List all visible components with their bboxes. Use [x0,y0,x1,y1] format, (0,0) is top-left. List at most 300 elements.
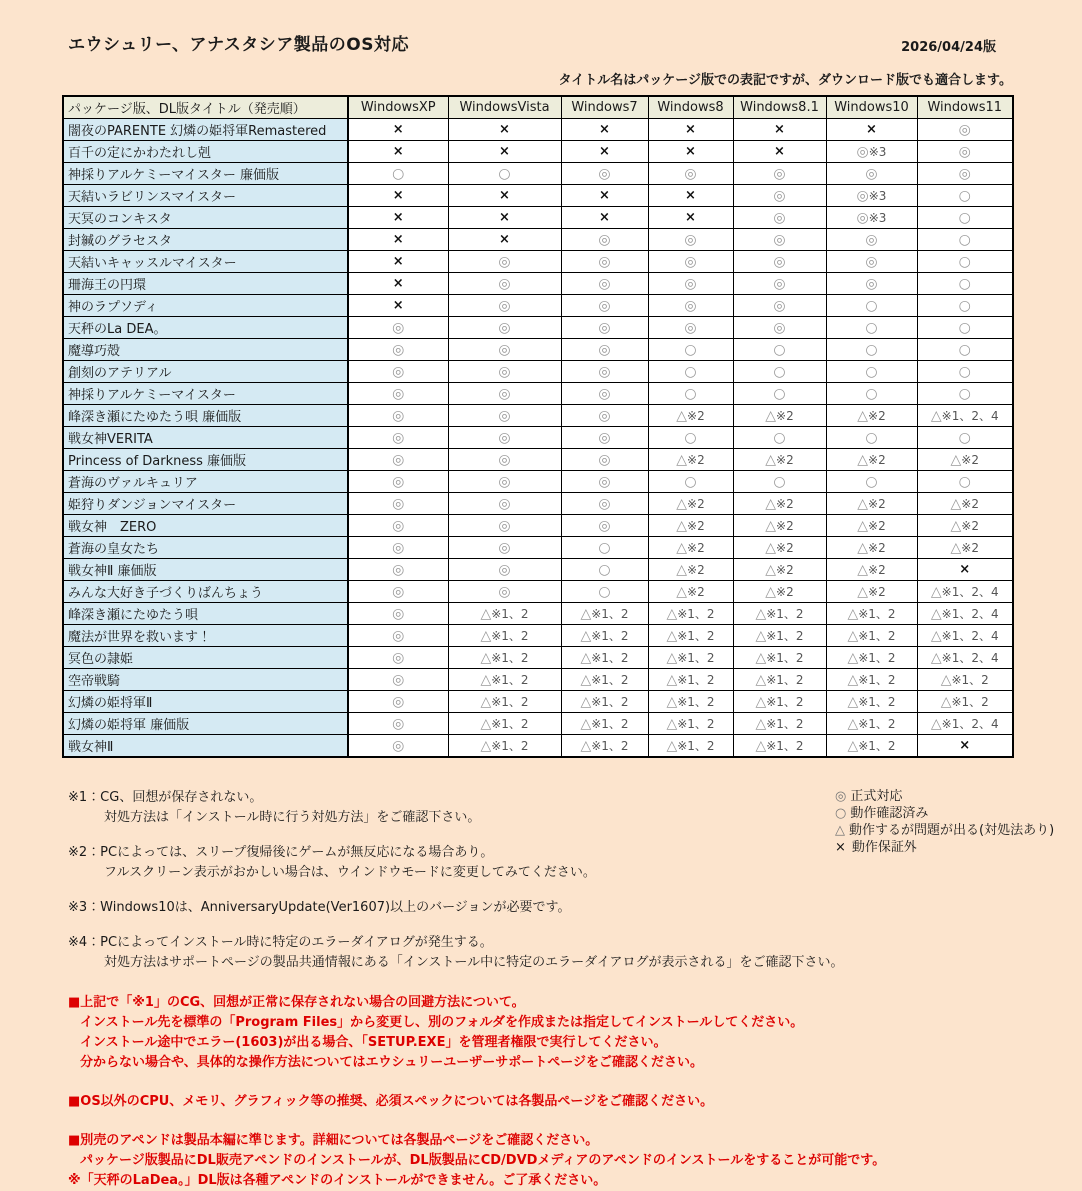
double-circle-symbol: ◎ [773,187,786,204]
compat-cell [826,185,917,207]
compat-cell [348,471,448,493]
compat-cell [648,361,733,383]
compat-cell [826,647,917,669]
red-note-line: ■OS以外のCPU、メモリ、グラフィック等の推奨、必須スペックについては各製品ページをご確認ください。 [68,1094,714,1109]
compat-cell [561,339,648,361]
compat-cell [561,427,648,449]
double-circle-symbol: ◎ [598,253,611,270]
compat-cell [917,515,1013,537]
double-circle-symbol: ◎ [773,165,786,182]
compat-cell [917,229,1013,251]
note-reference: ※2 [776,496,794,511]
compat-cell [648,251,733,273]
double-circle-symbol: ◎ [598,429,611,446]
compat-cell [917,647,1013,669]
red-note-line: ■別売のアペンドは製品本編に準じます。詳細については各製品ページをご確認ください。 [68,1133,599,1148]
note-reference: ※1、2 [766,651,804,665]
compat-cell [348,559,448,581]
compat-cell [733,515,826,537]
compat-cell [448,691,561,713]
title-bar [62,30,1012,55]
compat-cell [448,625,561,647]
double-circle-symbol: ◎ [392,429,405,446]
double-circle-symbol: ◎ [392,715,405,732]
triangle-symbol: △ [755,738,767,754]
compat-cell [348,317,448,339]
cross-symbol: × [599,144,610,159]
compat-cell [826,405,917,427]
cross-symbol: × [599,188,610,203]
compat-cell [733,603,826,625]
table-row [63,713,1013,735]
double-circle-symbol: ◎ [598,165,611,182]
note-reference: ※2 [776,562,794,577]
table-row [63,295,1013,317]
double-circle-symbol: ◎ [392,319,405,336]
double-circle-symbol: ◎ [392,561,405,578]
product-title-column-header: パッケージ版、DL版タイトル（発売順） [63,96,348,119]
product-title-cell: 天結いキャッスルマイスター [63,251,348,273]
double-circle-symbol: ◎ [958,165,971,182]
triangle-symbol: △ [676,561,688,578]
cross-symbol: × [685,144,696,159]
compat-cell [648,647,733,669]
note-reference: ※1、2 [491,651,529,665]
compat-cell [648,339,733,361]
circle-symbol: ○ [598,583,611,600]
double-circle-symbol: ◎ [498,539,511,556]
triangle-symbol: △ [847,716,859,732]
compat-cell [561,185,648,207]
triangle-symbol: △ [666,694,678,710]
table-row [63,669,1013,691]
circle-symbol: ○ [958,429,971,446]
table-row [63,273,1013,295]
triangle-symbol: △ [580,628,592,644]
compat-cell [561,559,648,581]
circle-symbol: ○ [865,363,878,380]
compat-cell [648,273,733,295]
table-row [63,427,1013,449]
compat-cell [648,493,733,515]
circle-symbol: ○ [958,209,971,226]
compat-cell [648,449,733,471]
product-title-cell: みんな大好き子づくりばんちょう [63,581,348,603]
compat-cell [448,581,561,603]
compat-cell [448,647,561,669]
triangle-symbol: △ [580,738,592,754]
triangle-symbol: △ [480,672,492,688]
triangle-symbol: △ [480,606,492,622]
note-reference: ※1、2 [766,607,804,621]
compat-cell [917,449,1013,471]
double-circle-symbol: ◎ [773,209,786,226]
triangle-symbol: △ [930,408,942,424]
circle-symbol: ○ [958,275,971,292]
triangle-symbol: △ [666,628,678,644]
note-reference: ※1、2 [766,695,804,709]
double-circle-symbol: ◎ [598,407,611,424]
compat-cell [733,713,826,735]
triangle-symbol: △ [755,628,767,644]
compat-cell [826,713,917,735]
triangle-symbol: △ [847,694,859,710]
compat-cell [561,625,648,647]
double-circle-symbol: ◎ [392,605,405,622]
double-circle-symbol: ◎ [865,231,878,248]
note-line: 対処方法は「インストール時に行う対処方法」をご確認下さい。 [104,810,481,825]
compat-cell [648,691,733,713]
compat-cell [448,383,561,405]
table-row [63,493,1013,515]
double-circle-symbol: ◎ [773,275,786,292]
compat-cell [733,119,826,141]
compat-cell [448,493,561,515]
double-circle-symbol: ◎ [392,363,405,380]
double-circle-symbol: ◎ [498,429,511,446]
note-reference: ※1、2、4 [941,629,999,643]
triangle-symbol: △ [765,539,777,556]
compat-cell [733,317,826,339]
double-circle-symbol: ◎ [392,407,405,424]
double-circle-symbol: ◎ [684,253,697,270]
triangle-symbol: △ [930,628,942,644]
triangle-symbol: △ [950,451,962,468]
compat-cell [733,493,826,515]
triangle-symbol: △ [950,539,962,556]
triangle-symbol: △ [480,694,492,710]
note-reference: ※2 [868,562,886,577]
circle-symbol: ○ [958,341,971,358]
note-reference: ※1、2、4 [941,651,999,665]
table-row [63,471,1013,493]
double-circle-symbol: ◎ [392,649,405,666]
compat-cell [733,185,826,207]
triangle-symbol: △ [755,650,767,666]
compat-cell [348,295,448,317]
compat-cell [733,625,826,647]
double-circle-symbol: ◎ [684,297,697,314]
triangle-symbol: △ [847,672,859,688]
circle-symbol: ○ [773,473,786,490]
triangle-symbol: △ [580,694,592,710]
legend-label: 動作するが問題が出る(対処法あり) [849,823,1055,838]
compat-cell [648,119,733,141]
compat-cell [348,141,448,163]
triangle-symbol: △ [857,451,869,468]
compat-cell [826,273,917,295]
triangle-symbol: △ [480,650,492,666]
compat-cell [448,339,561,361]
table-row [63,317,1013,339]
compat-cell [561,119,648,141]
os-column-header: Windows8 [648,96,733,119]
triangle-symbol: △ [765,451,777,468]
triangle-symbol: △ [950,495,962,512]
note-reference: ※1、2 [491,629,529,643]
compat-cell [348,647,448,669]
compat-cell [348,273,448,295]
compat-cell [826,119,917,141]
product-title-cell: 戦女神VERITA [63,427,348,449]
compat-cell [561,713,648,735]
note-reference: ※2 [868,540,886,555]
table-row [63,691,1013,713]
double-circle-symbol: ◎ [684,231,697,248]
note-reference: ※2 [776,408,794,423]
legend-symbol: ◎ [835,789,847,804]
table-row [63,185,1013,207]
product-title-cell: 百千の定にかわたれし剋 [63,141,348,163]
note-reference: ※1、2 [858,717,896,731]
table-row [63,625,1013,647]
compat-cell [448,295,561,317]
compat-cell [448,449,561,471]
compat-cell [733,273,826,295]
compat-cell [917,339,1013,361]
compat-cell [917,625,1013,647]
product-title-cell: 空帝戦騎 [63,669,348,691]
product-title-cell: 戦女神Ⅱ 廉価版 [63,559,348,581]
product-title-cell: 神のラプソディ [63,295,348,317]
double-circle-symbol: ◎ [773,297,786,314]
circle-symbol: ○ [684,363,697,380]
triangle-symbol: △ [940,672,952,688]
circle-symbol: ○ [865,297,878,314]
triangle-symbol: △ [857,539,869,556]
triangle-symbol: △ [857,583,869,600]
legend-label: 動作確認済み [850,806,929,821]
double-circle-symbol: ◎ [598,451,611,468]
compat-cell [561,449,648,471]
cross-symbol: × [392,144,404,159]
cross-symbol: × [866,122,877,137]
double-circle-symbol: ◎ [392,495,405,512]
legend-item [835,788,1054,805]
compat-cell [648,427,733,449]
compat-cell [917,383,1013,405]
compat-cell [448,229,561,251]
compat-cell [917,207,1013,229]
compat-cell [448,207,561,229]
triangle-symbol: △ [676,539,688,556]
compat-cell [917,493,1013,515]
compat-cell [448,185,561,207]
compat-cell [648,295,733,317]
compat-cell [733,251,826,273]
product-title-cell: 珊海王の円環 [63,273,348,295]
compat-cell [733,141,826,163]
triangle-symbol: △ [480,716,492,732]
compat-cell [348,427,448,449]
cross-symbol: × [499,210,510,225]
compat-cell [733,471,826,493]
double-circle-symbol: ◎ [598,231,611,248]
compat-cell [917,295,1013,317]
note-reference: ※1、2 [858,739,896,753]
double-circle-symbol: ◎ [856,187,869,204]
os-column-header: Windows10 [826,96,917,119]
note-reference: ※2 [776,452,794,467]
triangle-symbol: △ [950,517,962,534]
note-reference: ※1、2 [491,607,529,621]
circle-symbol: ○ [958,473,971,490]
compat-cell [826,427,917,449]
triangle-symbol: △ [666,738,678,754]
compat-cell [648,207,733,229]
compat-cell [561,647,648,669]
note-line: ※2：PCによっては、スリープ復帰後にゲームが無反応になる場合あり。 [68,845,494,860]
triangle-symbol: △ [580,650,592,666]
circle-symbol: ○ [598,561,611,578]
note-line: 対処方法はサポートページの製品共通情報にある「インストール中に特定のエラーダイアログが表示される」をご確認下さい。 [104,955,844,970]
circle-symbol: ○ [684,429,697,446]
compat-cell [348,361,448,383]
table-row [63,581,1013,603]
cross-symbol: × [392,276,404,291]
compat-cell [348,603,448,625]
os-column-header: WindowsVista [448,96,561,119]
compat-cell [917,471,1013,493]
note-reference: ※1、2、4 [941,409,999,423]
double-circle-symbol: ◎ [498,297,511,314]
compat-cell [561,471,648,493]
compat-cell [826,559,917,581]
compat-cell [448,427,561,449]
double-circle-symbol: ◎ [498,407,511,424]
compat-cell [826,735,917,758]
cross-symbol: × [499,122,510,137]
compat-cell [648,185,733,207]
compat-cell [648,405,733,427]
double-circle-symbol: ◎ [498,583,511,600]
compat-cell [917,185,1013,207]
double-circle-symbol: ◎ [392,341,405,358]
triangle-symbol: △ [755,716,767,732]
compat-cell [348,669,448,691]
double-circle-symbol: ◎ [684,275,697,292]
page-title: エウシュリー、アナスタシア製品のOS対応 [68,35,409,55]
triangle-symbol: △ [755,672,767,688]
double-circle-symbol: ◎ [498,363,511,380]
product-title-cell: 幻燐の姫将軍Ⅱ [63,691,348,713]
note-reference: ※2 [868,496,886,511]
note-reference: ※1、2 [677,695,715,709]
triangle-symbol: △ [580,606,592,622]
compat-cell [348,625,448,647]
compat-cell [826,449,917,471]
triangle-symbol: △ [580,716,592,732]
table-row [63,119,1013,141]
table-row [63,515,1013,537]
compat-cell [448,537,561,559]
note-reference: ※1、2 [491,673,529,687]
product-title-cell: 峰深き瀬にたゆたう唄 [63,603,348,625]
cross-symbol: × [685,188,696,203]
product-title-cell: 創刻のアテリアル [63,361,348,383]
triangle-symbol: △ [666,716,678,732]
note-reference: ※1、2 [591,651,629,665]
note-reference: ※1、2 [591,717,629,731]
cross-symbol: × [392,210,404,225]
red-note-line: インストール途中でエラー(1603)が出る場合、「SETUP.EXE」を管理者権限で実行してください。 [80,1035,667,1050]
compat-cell [917,713,1013,735]
triangle-symbol: △ [857,517,869,534]
triangle-symbol: △ [765,495,777,512]
note-block [68,933,1012,973]
table-row [63,647,1013,669]
triangle-symbol: △ [755,606,767,622]
triangle-symbol: △ [847,606,859,622]
table-row [63,361,1013,383]
double-circle-symbol: ◎ [598,363,611,380]
double-circle-symbol: ◎ [773,253,786,270]
note-reference: ※1、2 [858,695,896,709]
double-circle-symbol: ◎ [598,319,611,336]
double-circle-symbol: ◎ [498,253,511,270]
table-row [63,449,1013,471]
cross-symbol: × [499,188,510,203]
double-circle-symbol: ◎ [598,495,611,512]
compat-cell [826,471,917,493]
circle-symbol: ○ [958,187,971,204]
table-header-row [63,96,1013,119]
compat-cell [348,713,448,735]
note-reference: ※1、2、4 [941,717,999,731]
product-title-cell: 闇夜のPARENTE 幻燐の姫将軍Remastered [63,119,348,141]
product-title-cell: 戦女神 ZERO [63,515,348,537]
compat-cell [733,449,826,471]
compat-cell [348,339,448,361]
double-circle-symbol: ◎ [498,495,511,512]
table-row [63,207,1013,229]
triangle-symbol: △ [765,517,777,534]
compat-cell [448,471,561,493]
triangle-symbol: △ [847,650,859,666]
compat-cell [448,713,561,735]
product-title-cell: 魔法が世界を救います！ [63,625,348,647]
compat-cell [448,119,561,141]
compat-cell [448,273,561,295]
compat-cell [561,273,648,295]
table-row [63,229,1013,251]
triangle-symbol: △ [676,517,688,534]
legend-item [835,839,1054,856]
legend-symbol: × [835,840,846,855]
triangle-symbol: △ [857,407,869,424]
note-reference: ※2 [687,408,705,423]
circle-symbol: ○ [684,341,697,358]
double-circle-symbol: ◎ [865,165,878,182]
os-column-header: Windows7 [561,96,648,119]
compat-cell [826,317,917,339]
note-reference: ※1、2 [491,739,529,753]
compat-cell [448,405,561,427]
note-line: ※4：PCによってインストール時に特定のエラーダイアログが発生する。 [68,935,493,950]
compat-cell [648,537,733,559]
compat-cell [733,383,826,405]
red-note-line: インストール先を標準の「Program Files」から変更し、別のフォルダを作成または指定してインストールしてください。 [80,1015,804,1030]
note-reference: ※1、2 [766,739,804,753]
compat-cell [733,669,826,691]
compat-cell [561,295,648,317]
compat-cell [917,691,1013,713]
double-circle-symbol: ◎ [865,275,878,292]
note-reference: ※2 [868,518,886,533]
compat-cell [648,735,733,758]
compat-cell [733,339,826,361]
compat-cell [448,141,561,163]
